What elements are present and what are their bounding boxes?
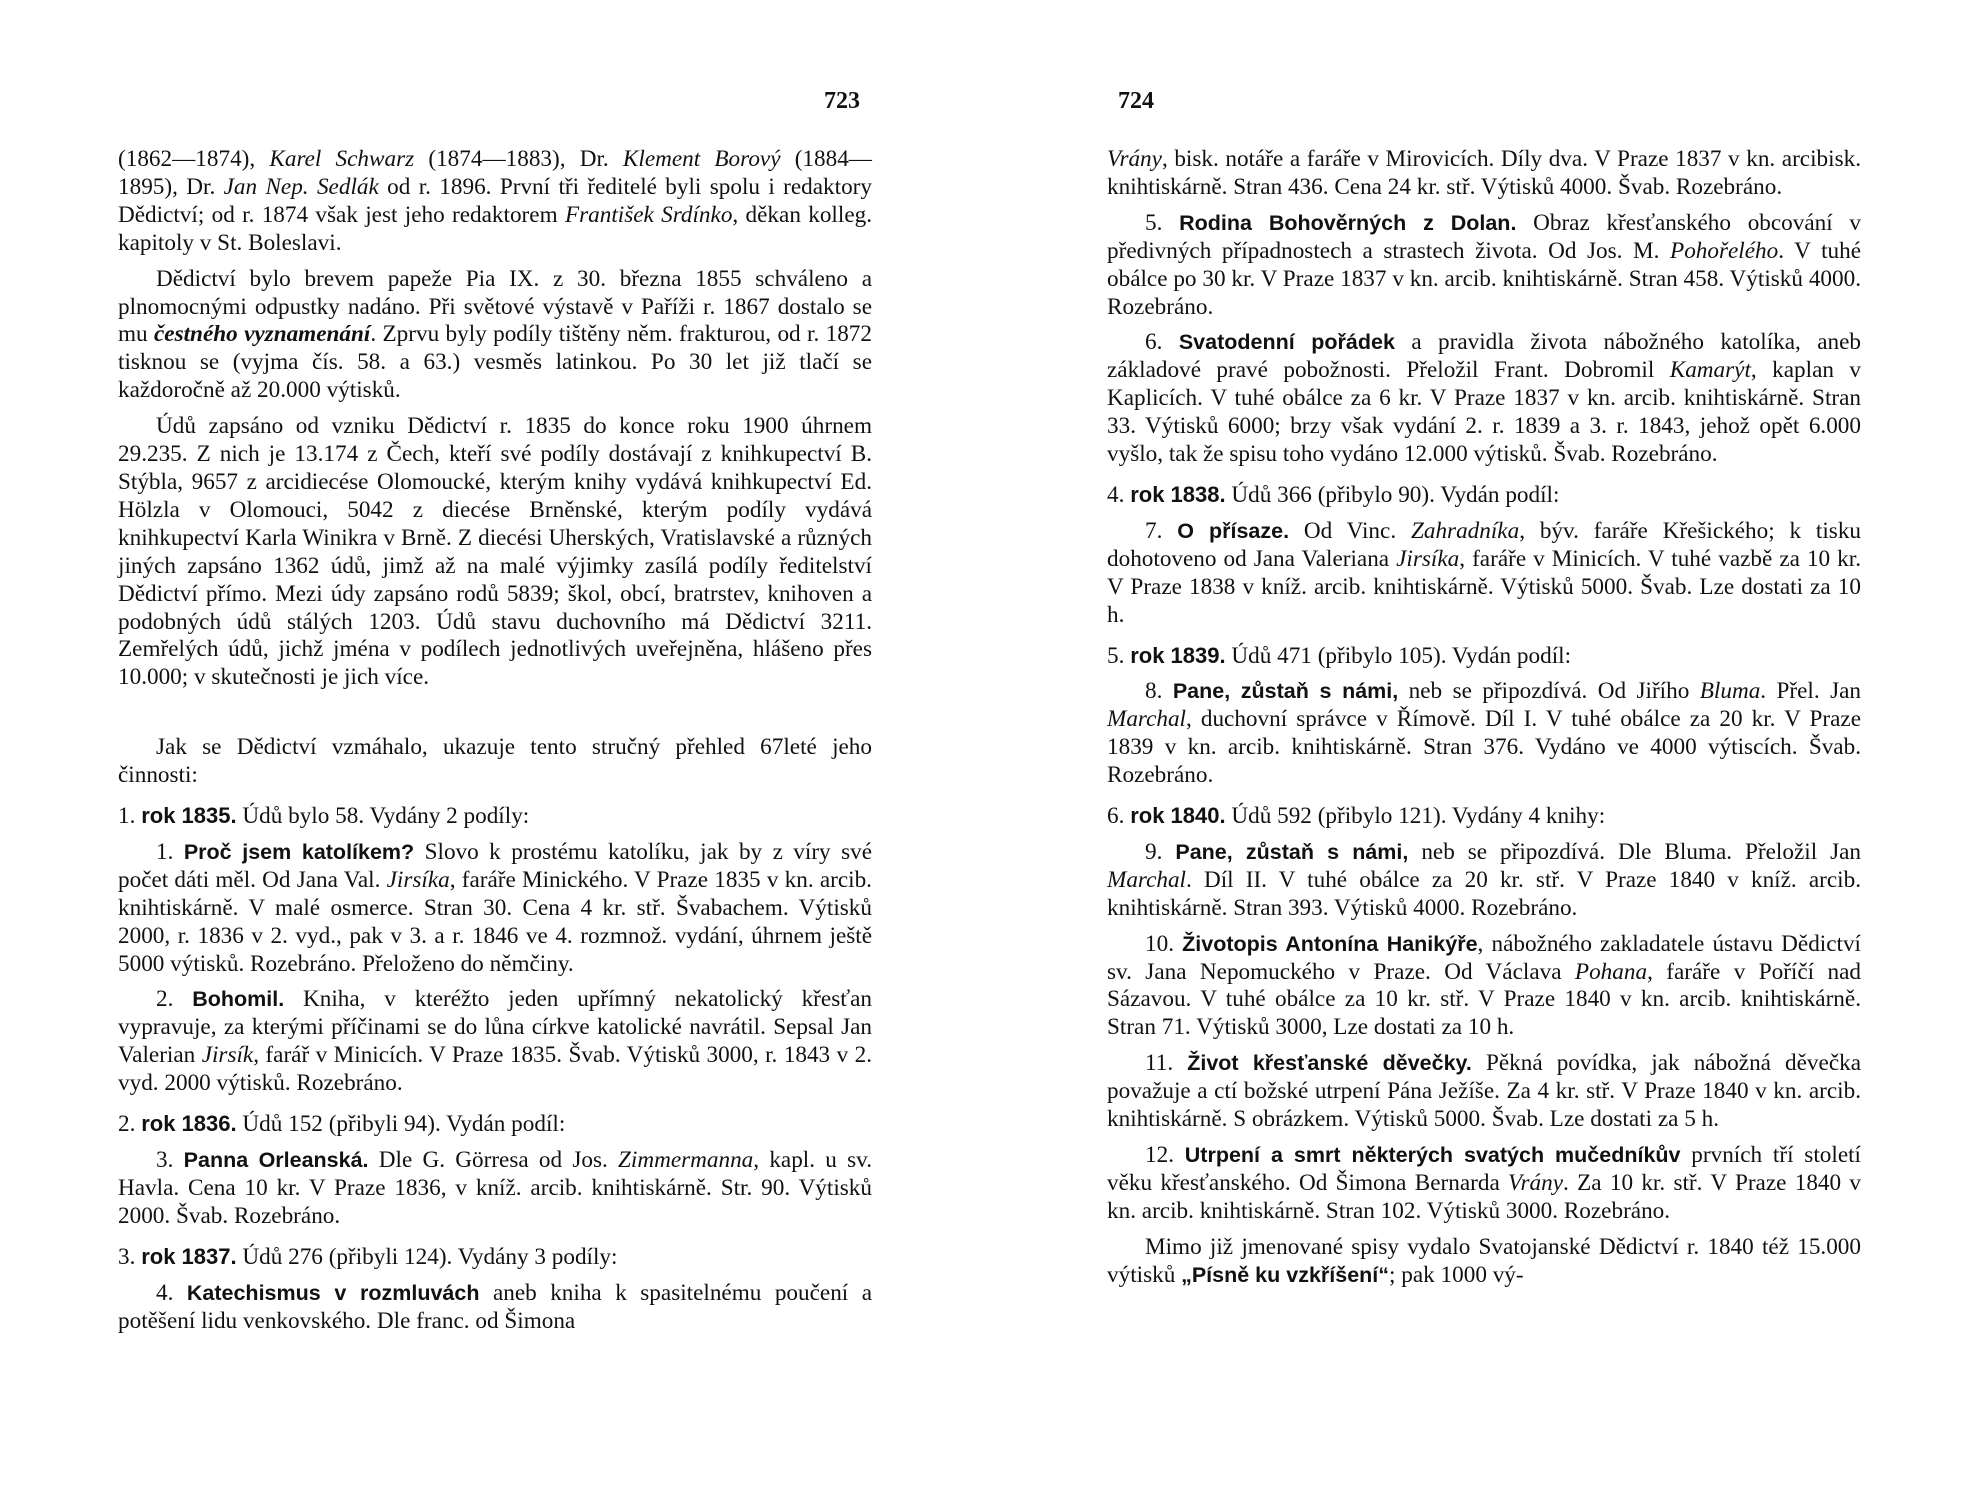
page-number: 724: [1118, 88, 1154, 114]
text-paragraph: Dědictví bylo brevem papeže Pia IX. z 30. března 1855 schváleno a plnomocnými odpustky nadáno. Při světové výstavě v Paříži r. 1867 dostalo se mu čestného vyznamenání. Zprvu byly podíly tištěny něm. frakturou, od r. 1872 tisknou se (vyjma čís. 58. a 63.) vesměs latinkou. Po 30 let již tlačí se každoročně až 20.000 výtisků.: [118, 265, 872, 404]
text-paragraph: (1862—1874), Karel Schwarz (1874—1883), Dr. Klement Borový (1884—1895), Dr. Jan Nep. Sedlák od r. 1896. První tři ředitelé byli spolu i redaktory Dědictví; od r. 1874 však jest jeho redaktorem František Srdínko, děkan kolleg. kapitoly v St. Boleslavi.: [118, 146, 872, 256]
page-number: 723: [824, 88, 860, 114]
text-paragraph: 12. Utrpení a smrt některých svatých mučedníkův prvních tří století věku křesťanského. Od Šimona Bernarda Vrány. Za 10 kr. stř. V Praze 1840 v kn. arcib. knihtiskárně. Stran 102. Výtisků 3000. Rozebráno.: [1107, 1142, 1861, 1224]
text-paragraph: Vrány, bisk. notáře a faráře v Mirovicích. Díly dva. V Praze 1837 v kn. arcibisk. knihtiskárně. Stran 436. Cena 24 kr. stř. Výtisků 4000. Švab. Rozebráno.: [1107, 146, 1861, 200]
text-paragraph: 7. O přísaze. Od Vinc. Zahradníka, býv. faráře Křešického; k tisku dohotoveno od Jana Valeriana Jirsíka, faráře v Minicích. V tuhé vazbě za 10 kr. V Praze 1838 v kníž. arcib. knihtiskárně. Výtisků 5000. Švab. Lze dostati za 10 h.: [1107, 517, 1862, 628]
text-paragraph: 4. Katechismus v rozmluvách aneb kniha k spasitelnému poučení a potěšení lidu venkovského. Dle franc. od Šimona: [118, 1279, 873, 1334]
text-paragraph: Údů zapsáno od vzniku Dědictví r. 1835 do konce roku 1900 úhrnem 29.235. Z nich je 13.174 z Čech, kteří své podíly dostávají z knihkupectví B. Stýbla, 9657 z arcidiecése Olomoucké, kterým knihy vydává knihkupectví Ed. Hölzla v Olomouci, 5042 z diecése Brněnské, kterým podíly vydává knihkupectví Karla Winikra v Brně. Z diecési Uherských, Vratislavské a různých jiných zapsáno 1362 údů, jimž až na malé výjimky zasílá podíly ředitelství Dědictví přímo. Mezi údy zapsáno rodů 5839; škol, obcí, bratrstev, knihoven a podobných údů stálých 1203. Údů stavu duchovního má Dědictví 3211. Zemřelých údů, jichž jména v podílech jednotlivých uveřejněna, hlášeno přes 10.000; v skutečnosti je jich více.: [118, 413, 872, 691]
text-paragraph: 9. Pane, zůstaň s námi, neb se připozdívá. Dle Bluma. Přeložil Jan Marchal. Díl II. V tuhé obálce za 20 kr. stř. V Praze 1840 v kníž. arcib. knihtiskárně. Stran 393. Výtisků 4000. Rozebráno.: [1107, 838, 1862, 921]
text-column: [1107, 146, 1861, 1298]
text-paragraph: 6. Svatodenní pořádek a pravidla života nábožného katolíka, aneb základové pravé pobožnosti. Přeložil Frant. Dobromil Kamarýt, kaplan v Kaplicích. V tuhé obálce za 6 kr. V Praze 1837 v kn. arcib. knihtiskárně. Stran 33. Výtisků 6000; brzy však vydání 2. r. 1839 a 3. r. 1843, jehož opět 6.000 vyšlo, tak že spisu toho vydáno 12.000 výtisků. Švab. Rozebráno.: [1107, 329, 1861, 468]
year-heading: 3. rok 1837. Údů 276 (přibyli 124). Vydány 3 podíly:: [118, 1243, 618, 1270]
text-paragraph: 5. Rodina Bohověrných z Dolan. Obraz křesťanského obcování v předivných případnostech a strastech života. Od Jos. M. Pohořelého. V tuhé obálce po 30 kr. V Praze 1837 v kn. arcib. knihtiskárně. Stran 458. Výtisků 4000. Rozebráno.: [1107, 209, 1861, 320]
text-paragraph: 1. Proč jsem katolíkem? Slovo k prostému katolíku, jak by z víry své počet dáti měl. Od Jana Val. Jirsíka, faráře Minického. V Praze 1835 v kn. arcib. knihtiskárně. V malé osmerce. Stran 30. Cena 4 kr. stř. Švabachem. Výtisků 2000, r. 1836 v 2. vyd., pak v 3. a r. 1846 ve 4. rozmnož. vydání, úhrnem ještě 5000 výtisků. Rozebráno. Přeloženo do němčiny.: [118, 838, 872, 977]
text-paragraph: 2. Bohomil. Kniha, v kteréžto jeden upřímný nekatolický křesťan vypravuje, za kterými příčinami se do lůna církve katolické navrátil. Sepsal Jan Valerian Jirsík, farář v Minicích. V Praze 1835. Švab. Výtisků 3000, r. 1843 v 2. vyd. 2000 výtisků. Rozebráno.: [118, 986, 873, 1097]
section-spacer: [118, 700, 872, 734]
text-paragraph: Jak se Dědictví vzmáhalo, ukazuje tento stručný přehled 67leté jeho činnosti:: [118, 734, 872, 789]
year-heading: 5. rok 1839. Údů 471 (přibylo 105). Vydán podíl:: [1107, 642, 1572, 669]
text-column: [118, 146, 872, 1343]
year-heading: 1. rok 1835. Údů bylo 58. Vydány 2 podíly:: [118, 803, 530, 830]
text-paragraph: 8. Pane, zůstaň s námi, neb se připozdívá. Od Jiřího Bluma. Přel. Jan Marchal, duchovní správce v Římově. Díl I. V tuhé obálce za 20 kr. V Praze 1839 v kn. arcib. knihtiskárně. Stran 376. Vydáno ve 4000 výtiscích. Švab. Rozebráno.: [1107, 678, 1862, 789]
year-heading: 6. rok 1840. Údů 592 (přibylo 121). Vydány 4 knihy:: [1107, 803, 1606, 830]
text-paragraph: Mimo již jmenované spisy vydalo Svatojanské Dědictví r. 1840 též 15.000 výtisků „Písně ku vzkříšení“; pak 1000 vý-: [1107, 1233, 1861, 1288]
text-paragraph: 11. Život křesťanské děvečky. Pěkná povídka, jak nábožná děvečka považuje a ctí božské utrpení Pána Ježíše. Za 4 kr. stř. V Praze 1840 v kn. arcib. knihtiskárně. S obrázkem. Výtisků 5000. Švab. Lze dostati za 5 h.: [1107, 1050, 1861, 1133]
year-heading: 2. rok 1836. Údů 152 (přibyli 94). Vydán podíl:: [118, 1111, 566, 1138]
text-paragraph: 3. Panna Orleanská. Dle G. Görresa od Jos. Zimmermanna, kapl. u sv. Havla. Cena 10 kr. V Praze 1836, v kníž. arcib. knihtiskárně. Str. 90. Výtisků 2000. Švab. Rozebráno.: [118, 1147, 873, 1229]
year-heading: 4. rok 1838. Údů 366 (přibylo 90). Vydán podíl:: [1107, 481, 1560, 508]
text-paragraph: 10. Životopis Antonína Hanikýře, nábožného zakladatele ústavu Dědictví sv. Jana Nepomuckého v Praze. Od Václava Pohana, faráře v Poříčí nad Sázavou. V tuhé obálce za 10 kr. stř. V Praze 1840 v kn. arcib. knihtiskárně. Stran 71. Výtisků 3000, Lze dostati za 10 h.: [1107, 930, 1862, 1041]
